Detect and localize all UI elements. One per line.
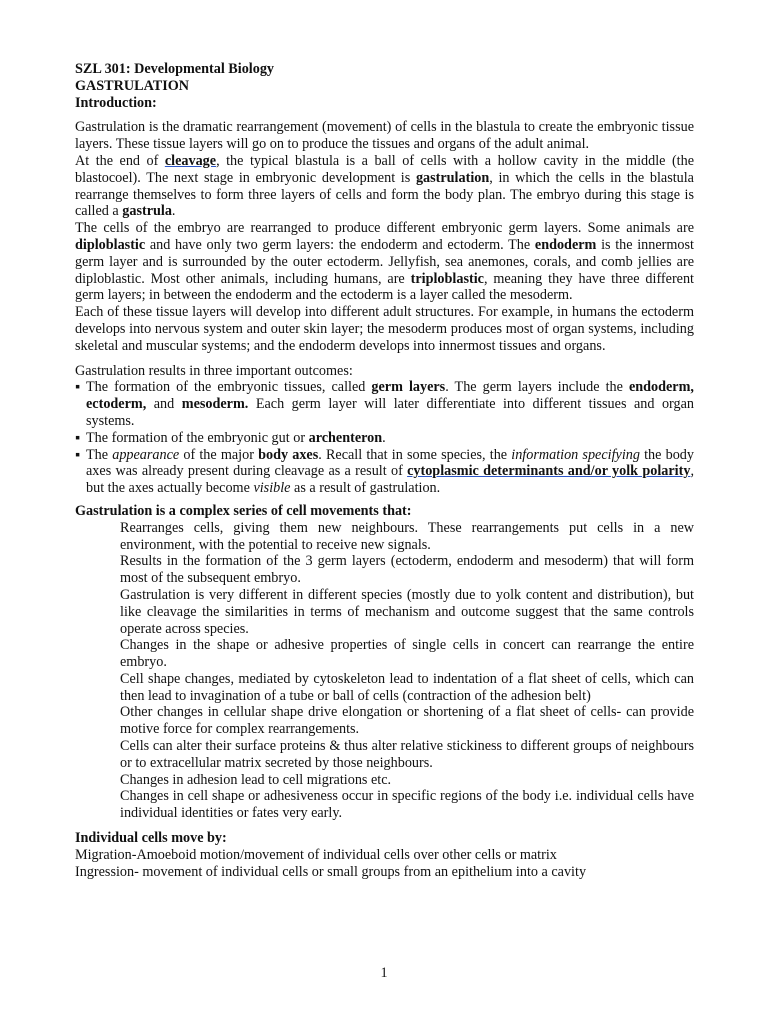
list-item: Ingression- movement of individual cells or small groups from an epithelium into a cavity — [75, 863, 587, 880]
intro-heading: Introduction: — [75, 94, 157, 111]
term-cytoplasmic-determinants: cytoplasmic determinants and/or yolk polarity — [407, 463, 691, 480]
list-item: Changes in the shape or adhesive properties of single cells in concert can rearrange the entire embryo. — [120, 637, 694, 671]
document-body — [75, 61, 694, 880]
term-triploblastic: triploblastic — [410, 270, 484, 287]
term-diploblastic: diploblastic — [75, 236, 146, 253]
list-item: Gastrulation is very different in different species (mostly due to yolk content and distribution), but like cleavage the similarities in terms of mechanism and outcome suggest that the same controls operate across species. — [120, 586, 694, 637]
intro-paragraph-4: Each of these tissue layers will develop into different adult structures. For example, in humans the ectoderm develops into nervous system and outer skin layer; the mesoderm produces most of organ systems, including skeletal and muscular systems; and the endoderm develops into innermost tissues and organs. — [75, 304, 694, 354]
term-gastrula: gastrula — [122, 203, 172, 220]
course-title: SZL 301: Developmental Biology — [75, 61, 275, 77]
individual-heading: Individual cells move by: — [75, 830, 227, 847]
list-item: ▪ The formation of the embryonic gut or archenteron. — [75, 429, 386, 446]
outcomes-list — [75, 379, 694, 497]
page-number: 1 — [380, 965, 388, 981]
movements-list — [75, 520, 694, 822]
list-item: ▪ The appearance of the major body axes. Recall that in some species, the information specifying the body axes was already present during cleavage as a result of cytoplasmic determinants and/or yolk polarity, but the axes actually become visible as a result of gastrulation. — [75, 446, 694, 497]
outcomes-lead: Gastrulation results in three important outcomes: — [75, 362, 353, 379]
list-item: Other changes in cellular shape drive elongation or shortening of a flat sheet of cells- can provide motive force for complex rearrangements. — [120, 704, 694, 738]
list-item: Changes in cell shape or adhesiveness occur in specific regions of the body i.e. individual cells have individual identities or fates very early. — [120, 788, 694, 822]
list-item: Rearranges cells, giving them new neighbours. These rearrangements put cells in a new environment, with the potential to receive new signals. — [120, 519, 694, 553]
intro-paragraph-3: The cells of the embryo are rearranged to produce different embryonic germ layers. Some animals are diploblastic and have only two germ layers: the endoderm and ectoderm. The endoderm is the innermost germ layer and is surrounded by the outer ectoderm. Jellyfish, sea anemones, corals, and comb jellies are diploblastic. Most other animals, including humans, are triploblastic, meaning they have three different germ layers; in between the endoderm and the ectoderm is a layer called the mesoderm. — [75, 220, 694, 304]
term-cleavage: cleavage — [164, 152, 217, 169]
list-item: Results in the formation of the 3 germ layers (ectoderm, endoderm and mesoderm) that will form most of the subsequent embryo. — [120, 553, 694, 587]
list-item: ▪ The formation of the embryonic tissues, called germ layers. The germ layers include the endoderm, ectoderm, and mesoderm. Each germ layer will later differentiate into different tissues and organ systems. — [75, 379, 694, 429]
bullet-icon: ▪ — [75, 379, 81, 396]
bullet-icon: ▪ — [75, 446, 81, 463]
term-gastrulation: gastrulation — [415, 169, 490, 186]
topic-title: GASTRULATION — [75, 77, 190, 94]
bullet-icon: ▪ — [75, 429, 81, 446]
intro-paragraph-2: At the end of cleavage, the typical blastula is a ball of cells with a hollow cavity in the middle (the blastocoel). The next stage in embryonic development is gastrulation, in which the cells in the blastula rearrange themselves to form three layers of cells and form the body plan. The embryo during this stage is called a gastrula. — [75, 152, 695, 220]
movements-heading: Gastrulation is a complex series of cell movements that: — [75, 502, 412, 519]
list-item: Changes in adhesion lead to cell migrations etc. — [120, 771, 392, 788]
list-item: Migration-Amoeboid motion/movement of individual cells over other cells or matrix — [75, 846, 557, 863]
list-item: Cells can alter their surface proteins & thus alter relative stickiness to different groups of neighbours or to extracellular matrix secreted by those neighbours. — [120, 738, 694, 771]
list-item: Cell shape changes, mediated by cytoskeleton lead to indentation of a flat sheet of cells, which can then lead to invagination of a tube or ball of cells (contraction of the adhesion belt) — [120, 670, 694, 704]
intro-paragraph-1: Gastrulation is the dramatic rearrangement (movement) of cells in the blastula to create the embryonic tissue layers. These tissue layers will go on to produce the tissues and organs of the adult animal. — [75, 119, 694, 153]
term-endoderm: endoderm — [534, 236, 597, 253]
